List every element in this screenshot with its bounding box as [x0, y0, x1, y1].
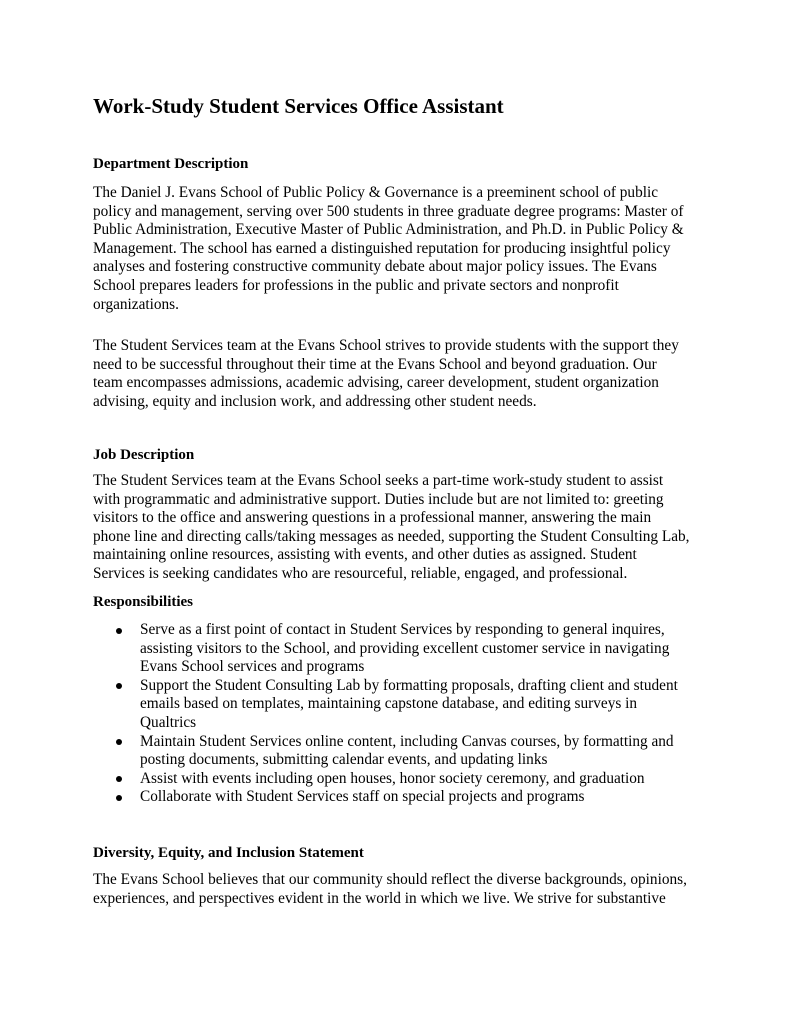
list-item: [93, 677, 678, 733]
diversity-paragraph: [93, 871, 687, 908]
text-line: need to be successful throughout their time at the Evans School and beyond graduation. Our: [93, 355, 657, 373]
text-line: Serve as a first point of contact in Student Services by responding to general inquires,: [140, 621, 665, 638]
text-line: Public Administration, Executive Master of Public Administration, and Ph.D. in Public Policy &: [93, 221, 684, 239]
text-line: Support the Student Consulting Lab by formatting proposals, drafting client and student: [140, 676, 678, 694]
department-paragraph-1: [93, 184, 684, 314]
text-line: Assist with events including open houses, honor society ceremony, and graduation: [140, 769, 645, 787]
list-item: [93, 788, 678, 807]
bullet-icon: [116, 776, 122, 782]
responsibilities-heading: Responsibilities: [93, 594, 194, 610]
diversity-heading: Diversity, Equity, and Inclusion Statement: [93, 845, 364, 861]
job-heading: Job Description: [93, 447, 195, 463]
text-line: assisting visitors to the School, and providing excellent customer service in navigating: [140, 639, 670, 657]
text-line: team encompasses admissions, academic advising, career development, student organization: [93, 374, 659, 392]
text-line: Maintain Student Services online content, including Canvas courses, by formatting and: [140, 732, 674, 750]
text-line: visitors to the office and answering questions in a professional manner, answering the main: [93, 509, 652, 527]
text-line: advising, equity and inclusion work, and addressing other student needs.: [93, 392, 537, 410]
bullet-icon: [116, 683, 122, 689]
text-line: with programmatic and administrative support. Duties include but are not limited to: greeting: [93, 490, 664, 508]
text-line: The Evans School believes that our community should reflect the diverse backgrounds, opinions,: [93, 871, 687, 888]
bullet-icon: [116, 628, 122, 634]
list-item: [93, 621, 678, 677]
text-line: Qualtrics: [140, 713, 197, 731]
text-line: Services is seeking candidates who are resourceful, reliable, engaged, and professional.: [93, 564, 628, 582]
job-paragraph: [93, 472, 689, 584]
text-line: The Student Services team at the Evans School seeks a part-time work-study student to assist: [93, 472, 664, 489]
bullet-icon: [116, 739, 122, 745]
page-title: Work-Study Student Services Office Assistant: [93, 94, 504, 118]
text-line: Management. The school has earned a distinguished reputation for producing insightful policy: [93, 239, 671, 257]
department-heading: Department Description: [93, 156, 249, 172]
text-line: organizations.: [93, 295, 179, 313]
list-item: [93, 733, 678, 770]
text-line: School prepares leaders for professions in the public and private sectors and nonprofit: [93, 276, 619, 294]
text-line: maintaining online resources, assisting with events, and other duties as assigned. Student: [93, 546, 637, 564]
text-line: The Student Services team at the Evans School strives to provide students with the support they: [93, 337, 679, 354]
text-line: posting documents, submitting calendar events, and updating links: [140, 751, 548, 769]
bullet-icon: [116, 795, 122, 801]
text-line: emails based on templates, maintaining capstone database, and editing surveys in: [140, 695, 638, 713]
text-line: phone line and directing calls/taking messages as needed, supporting the Student Consulting Lab,: [93, 527, 690, 545]
responsibilities-list: [93, 621, 678, 807]
text-line: experiences, and perspectives evident in the world in which we live. We strive for substantive: [93, 889, 666, 907]
text-line: Evans School services and programs: [140, 658, 365, 676]
list-item: [93, 770, 678, 789]
text-line: The Daniel J. Evans School of Public Policy & Governance is a preeminent school of public: [93, 184, 659, 201]
text-line: policy and management, serving over 500 students in three graduate degree programs: Master of: [93, 202, 684, 220]
text-line: analyses and fostering constructive community debate about major policy issues. The Evans: [93, 258, 657, 276]
department-paragraph-2: [93, 337, 679, 411]
text-line: Collaborate with Student Services staff on special projects and programs: [140, 788, 585, 806]
